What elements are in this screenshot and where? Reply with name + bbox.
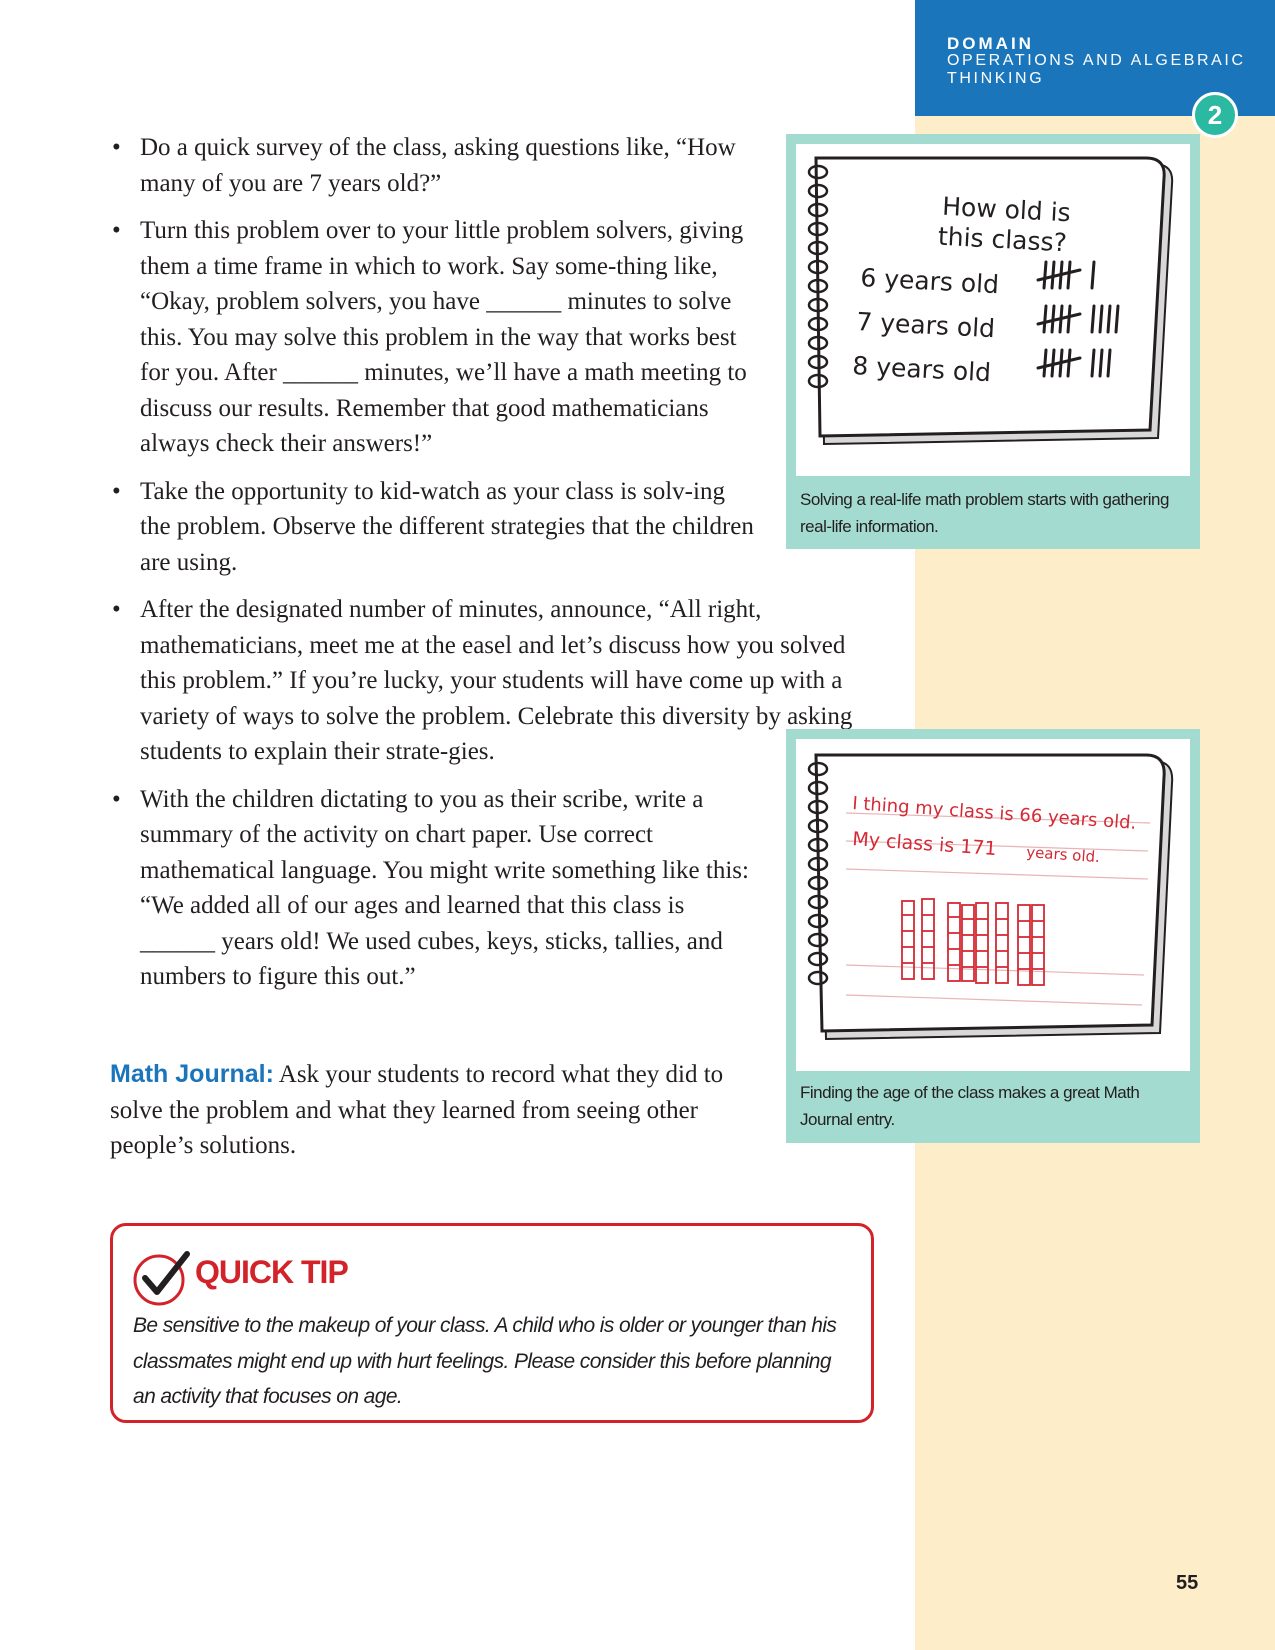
figure-journal-notebook bbox=[786, 729, 1200, 1143]
tally-mark bbox=[1044, 350, 1046, 376]
tally-mark bbox=[1068, 350, 1070, 376]
bullet-item: • Turn this problem over to your little problem solvers, giving them a time frame in which to work. Say some-thing like, “Okay, problem solvers, you have ______ minutes to solve this. You may solve this problem in the way that works best for you. After ______ minutes, we’ll have a math meeting to discuss our results. Remember that good mathematicians always check their answers!” bbox=[110, 213, 760, 462]
bullet-item: • Take the opportunity to kid-watch as your class is solv-ing the problem. Observe the different strategies that the children are using. bbox=[110, 474, 760, 581]
journal-line1: I thing my class is 66 years old. bbox=[851, 793, 1137, 834]
notebook-tally-drawing bbox=[796, 144, 1190, 476]
tally-title-line1: How old is bbox=[941, 191, 1072, 228]
journal-line2b: years old. bbox=[1025, 843, 1101, 867]
bullet-item: • Do a quick survey of the class, asking questions like, “How many of you are 7 years old?” bbox=[110, 130, 760, 201]
math-journal-label: Math Journal: bbox=[110, 1060, 274, 1088]
tally-row-label: 8 years old bbox=[851, 351, 992, 388]
domain-label: DOMAIN bbox=[947, 34, 1034, 53]
tally-mark bbox=[1068, 306, 1070, 332]
tally-title-line2: this class? bbox=[937, 221, 1068, 258]
figure-image-panel bbox=[796, 739, 1190, 1071]
quick-tip-title: QUICK TIP bbox=[195, 1254, 348, 1290]
math-journal-paragraph bbox=[110, 1057, 770, 1164]
notebook-journal-drawing bbox=[796, 739, 1190, 1071]
tally-mark bbox=[1092, 350, 1094, 376]
tally-mark bbox=[1116, 306, 1118, 332]
bullet-item: • With the children dictating to you as their scribe, write a summary of the activity on chart paper. Use correct mathematical language. You might write something like this: “We added all of our ages and learned that this class is ______ years old! We used cubes, keys, sticks, tallies, and numbers to figure this out.” bbox=[110, 782, 760, 995]
tally-mark bbox=[1100, 306, 1102, 332]
tally-mark bbox=[1092, 306, 1094, 332]
quick-tip-box bbox=[110, 1223, 874, 1423]
domain-name: OPERATIONS AND ALGEBRAIC THINKING bbox=[947, 52, 1246, 87]
tally-mark bbox=[1108, 350, 1110, 376]
tally-mark bbox=[1100, 350, 1102, 376]
figure-tally-notebook bbox=[786, 134, 1200, 549]
tally-row-label: 6 years old bbox=[859, 263, 1000, 300]
tally-row-label: 7 years old bbox=[855, 307, 996, 344]
quick-tip-text: Be sensitive to the makeup of your class. A child who is older or younger than his classmates might end up with hurt feelings. Please consider this before planning an activity that focuses on age. bbox=[133, 1314, 837, 1408]
tally-mark bbox=[1108, 306, 1110, 332]
tally-mark bbox=[1044, 262, 1046, 288]
journal-line2a: My class is 171 bbox=[851, 828, 998, 861]
figure-image-panel bbox=[796, 144, 1190, 476]
bullet-list bbox=[110, 130, 870, 1007]
tally-mark bbox=[1068, 262, 1070, 288]
page-number: 55 bbox=[1176, 1572, 1199, 1594]
tally-mark bbox=[1044, 306, 1046, 332]
figure1-caption: Solving a real-life math problem starts with gathering real-life information. bbox=[800, 490, 1169, 536]
figure2-caption: Finding the age of the class makes a great Math Journal entry. bbox=[800, 1083, 1140, 1129]
bullet-item: • After the designated number of minutes, announce, “All right, mathematicians, meet me at the easel and let’s discuss how you solved this problem.” If you’re lucky, your students will have come up with a variety of ways to solve the problem. Celebrate this diversity by asking students to explain their strate-gies. bbox=[110, 592, 860, 770]
checkmark-icon bbox=[131, 1248, 195, 1306]
domain-number-badge: 2 bbox=[1192, 92, 1238, 138]
tally-mark bbox=[1092, 262, 1094, 288]
math-journal-text: Ask your students to record what they did to solve the problem and what they learned from seeing other people’s solutions. bbox=[110, 1061, 724, 1159]
